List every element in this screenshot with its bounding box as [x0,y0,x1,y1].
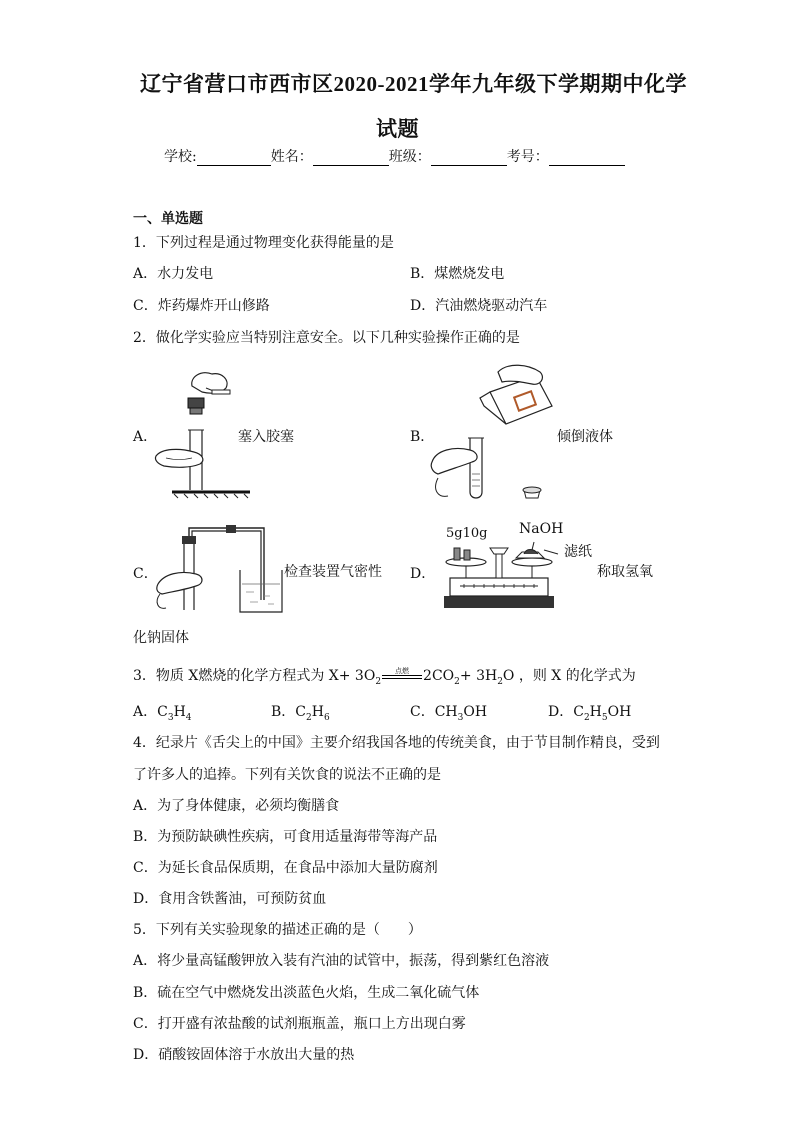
q4-option-d: D．食用含铁酱油，可预防贫血 [133,891,327,907]
q5-option-d: D．硝酸铵固体溶于水放出大量的热 [133,1047,355,1063]
q4-stem-line2: 了许多人的追捧。下列有关饮食的说法不正确的是 [133,767,441,783]
q2-b-pour-liquid-illustration [428,362,558,502]
class-blank[interactable] [431,151,507,166]
q4-option-c: C．为延长食品保质期，在食品中添加大量防腐剂 [133,860,438,876]
q2-d-caption: 称取氢氧 [597,564,653,580]
q1-option-d: D．汽油燃烧驱动汽车 [410,298,548,314]
page-title-line1: 辽宁省营口市西市区2020-2021学年九年级下学期期中化学 [140,72,687,96]
q2-d-weights-label: 5g10g [446,526,488,541]
q3-option-d: D．$C_2H_5OH$ [548,704,632,723]
q5-option-a: A．将少量高锰酸钾放入装有汽油的试管中，振荡，得到紫红色溶液 [133,953,550,969]
q2-a-caption: 塞入胶塞 [238,429,294,445]
q4-option-a: A．为了身体健康，必须均衡膳食 [133,798,340,814]
exam-number-blank[interactable] [549,151,625,166]
q5-option-c: C．打开盛有浓盐酸的试剂瓶瓶盖，瓶口上方出现白雾 [133,1016,466,1032]
q2-option-a-letter: A． [133,429,158,445]
q5-option-b: B．硫在空气中燃烧发出淡蓝色火焰，生成二氧化硫气体 [133,985,480,1001]
q5-stem: 5．下列有关实验现象的描述正确的是（ ） [133,922,422,938]
q3-stem: 3．物质 X燃烧的化学方程式为 $X+ 3O_2$ 点燃 $2CO_2+ 3H_2O$ ，则 X 的化学式为 [133,667,636,687]
q4-stem-line1: 4．纪录片《舌尖上的中国》主要介绍我国各地的传统美食，由于节目制作精良，受到 [133,735,660,751]
exam-number-label: 考号： [506,149,549,165]
student-info-row [164,146,625,166]
q3-option-b: B．$C_2H_6$ [271,704,330,723]
q2-b-caption: 倾倒液体 [557,429,613,445]
name-label: 姓名： [270,149,313,165]
q1-option-b: B．煤燃烧发电 [410,266,505,282]
q1-stem: 1．下列过程是通过物理变化获得能量的是 [133,235,394,251]
q2-d-filter-paper-label: 滤纸 [564,544,592,560]
q2-option-b-letter: B． [410,429,435,445]
q2-option-c-letter: C． [133,566,158,582]
q2-option-d-letter: D． [410,566,436,582]
q3-option-c: C．$CH_3OH$ [410,704,488,723]
q1-option-a: A．水力发电 [133,266,214,282]
page-title-line2: 试题 [376,117,419,141]
section-heading: 一、单选题 [133,211,203,227]
q2-d-naoh-label: NaOH [519,521,564,537]
q2-stem: 2．做化学实验应当特别注意安全。以下几种实验操作正确的是 [133,330,520,346]
class-label: 班级： [388,149,431,165]
q2-c-caption: 检查装置气密性 [284,564,382,580]
q1-option-c: C．炸药爆炸开山修路 [133,298,270,314]
q4-option-b: B．为预防缺碘性疾病，可食用适量海带等海产品 [133,829,438,845]
q2-c-airtightness-illustration [150,522,282,614]
q2-d-caption-continued: 化钠固体 [133,630,189,646]
q3-option-a: A．$C_3H_4$ [133,704,192,723]
reaction-arrow-condition: 点燃 [382,669,422,683]
name-blank[interactable] [313,151,389,166]
school-blank[interactable] [197,151,271,166]
school-label: 学校: [164,149,197,165]
